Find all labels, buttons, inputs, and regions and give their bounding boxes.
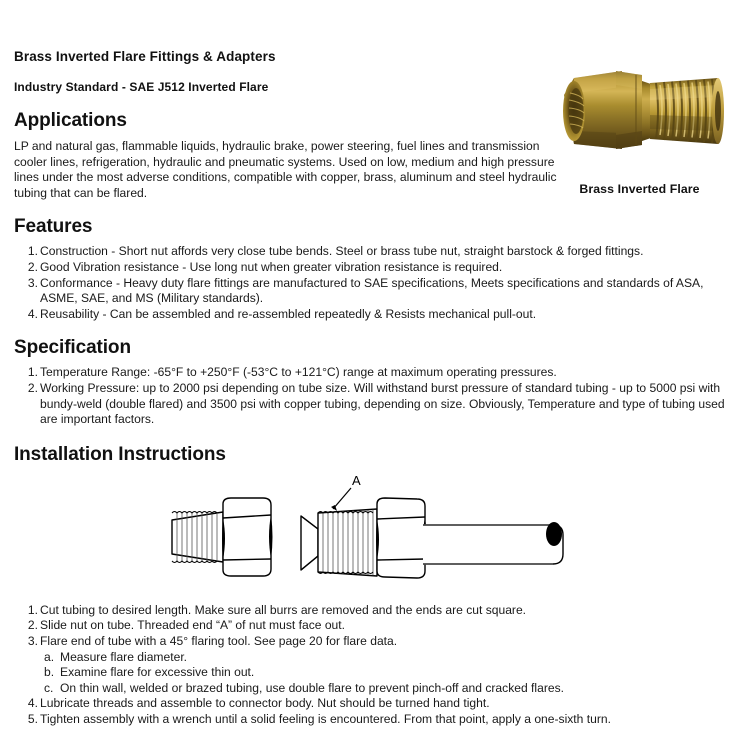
left-male-thread-barrel	[172, 512, 223, 562]
list-item: Measure flare diameter.	[60, 649, 188, 664]
section-heading-specification: Specification	[14, 337, 131, 359]
flare-cone	[301, 516, 318, 570]
label-a-leader-line	[333, 488, 351, 509]
left-hex-nut	[223, 498, 271, 576]
product-image-block	[537, 45, 742, 196]
specification-list	[14, 359, 736, 427]
section-heading-features: Features	[14, 216, 93, 238]
list-item: Working Pressure: up to 2000 psi depending on tube size. Will withstand burst pressure of standard tubing - up to 5000 psi with bundy-weld (double flared) and 3500 psi with copper tubing, depending on size. Obviously, Temperature and type of tubing used are important factors.	[40, 380, 725, 427]
list-item: Lubricate threads and assemble to connector body. Nut should be turned hand tight.	[40, 696, 490, 711]
installation-diagram	[0, 466, 750, 597]
list-item: Examine flare for excessive thin out.	[60, 665, 255, 680]
list-item: Slide nut on tube. Threaded end “A” of nut must face out.	[40, 618, 346, 633]
installation-sublist	[40, 650, 736, 697]
right-hex-nut	[377, 498, 425, 578]
diagram-label-a: A	[352, 472, 361, 488]
applications-text: LP and natural gas, flammable liquids, hydraulic brake, power steering, fuel lines and transmission cooler lines, refrigeration, hydraulic and pneumatic systems. Used on low, medium and high pressure lines under the most adverse conditions, compatible with copper, brass, aluminum and steel hydraulic tubing that can be flared.	[14, 139, 557, 200]
list-item	[14, 634, 736, 696]
page-subtitle: Industry Standard - SAE J512 Inverted Flare	[14, 80, 269, 94]
list-item: Tighten assembly with a wrench until a solid feeling is encountered. From that point, apply a one-sixth turn.	[40, 711, 611, 726]
list-item: Construction - Short nut affords very close tube bends. Steel or brass tube nut, straight barstock & forged fittings.	[40, 244, 644, 259]
brass-fitting-photo	[550, 45, 730, 180]
brass-fitting-illustration	[550, 45, 730, 180]
section-heading-installation: Installation Instructions	[14, 443, 226, 465]
page-title: Brass Inverted Flare Fittings & Adapters	[14, 49, 276, 64]
list-item: Temperature Range: -65°F to +250°F (-53°C to +121°C) range at maximum operating pressures.	[40, 365, 557, 380]
installation-list	[14, 597, 736, 728]
list-item: Reusability - Can be assembled and re-assembled repeatedly & Resists mechanical pull-out.	[40, 306, 537, 321]
features-list	[14, 238, 736, 322]
list-item-text: Flare end of tube with a 45° flaring tool. See page 20 for flare data.	[40, 633, 398, 648]
section-heading-applications: Applications	[14, 110, 127, 131]
list-item: Good Vibration resistance - Use long nut when greater vibration resistance is required.	[40, 259, 503, 274]
list-item: On thin wall, welded or brazed tubing, use double flare to prevent pinch-off and cracked flares.	[60, 680, 564, 695]
product-caption: Brass Inverted Flare	[579, 182, 700, 196]
list-item: Conformance - Heavy duty flare fittings are manufactured to SAE specifications, Meets specifications and standards of ASA, ASME, SAE, and MS (Military standards).	[40, 275, 704, 306]
tube-bore-opening	[546, 522, 562, 546]
list-item: Cut tubing to desired length. Make sure all burrs are removed and the ends are cut square.	[40, 602, 527, 617]
flare-assembly-line-drawing	[155, 472, 595, 592]
tube	[423, 525, 563, 564]
